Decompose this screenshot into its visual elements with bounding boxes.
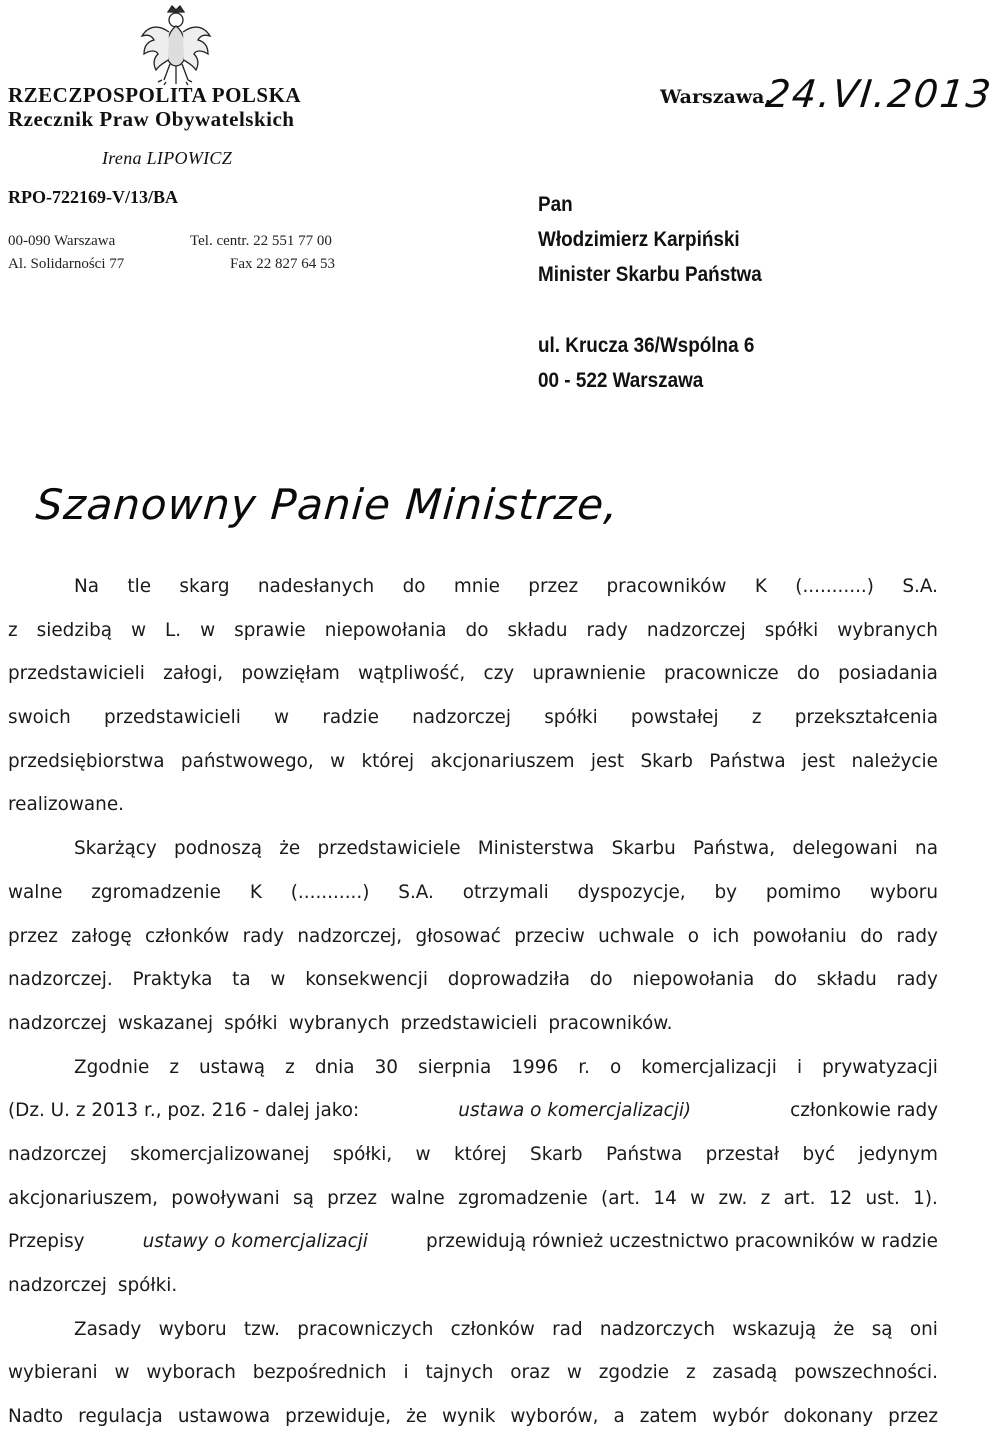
body-word: z [285,1056,295,1078]
body-line [8,1046,938,1090]
body-word: walne [390,1187,445,1209]
recipient-position: Minister Skarbu Państwa [538,263,762,286]
body-word: czy [483,663,515,685]
body-word: (art. [601,1187,641,1209]
body-word: spółki, [332,1143,393,1165]
recipient-street: ul. Krucza 36/Wspólna 6 [538,334,755,357]
body-word: mnie [453,576,500,597]
body-word: wyborów, [510,1406,599,1428]
body-word: Zgodnie [74,1056,150,1078]
body-word: nadzorczych [599,1318,715,1340]
body-word: nadzorczej [646,619,746,641]
body-word: są [293,1187,314,1209]
body-word: Państwa [709,750,786,772]
body-word: walne [8,881,63,903]
body-word: Ministerstwa [477,838,595,860]
body-word: rad [552,1318,583,1340]
body-word: zasadą [712,1362,778,1384]
body-word: przez [888,1406,938,1428]
body-word: zgromadzenie [458,1187,588,1209]
body-word: a [613,1406,625,1428]
body-word: rady [896,925,938,947]
body-word: Nadto [8,1406,64,1428]
body-word: w [270,969,286,991]
body-word: wybranych [288,1012,390,1034]
body-word: komercjalizacji [641,1056,777,1078]
statute-short-name: ustawa o komercjalizacji) [458,1100,692,1122]
body-word: z [686,1362,696,1384]
phone-number: Tel. centr. 22 551 77 00 [190,233,332,249]
body-word: rady [242,925,284,947]
recipient-name: Włodzimierz Karpiński [538,228,740,251]
body-line [8,1002,938,1046]
body-word: tle [127,576,152,597]
body-word: delegowani [792,838,898,860]
body-word: dokonany [783,1406,874,1428]
body-word: w [114,1362,130,1384]
body-word: że [833,1318,855,1340]
body-word: przeciw [514,925,585,947]
body-word: wyboru [158,1318,227,1340]
recipient-title: Pan [538,193,573,216]
body-word: przewiduje, [285,1406,392,1428]
body-word: K [249,881,262,903]
body-word: wyborach [146,1362,236,1384]
body-word: z [760,1187,771,1209]
body-word: 1). [913,1187,938,1209]
body-word: nadzorczej [8,1275,107,1296]
body-word: powstałej [630,707,719,729]
body-word: w [200,619,216,641]
body-line [8,1395,938,1439]
body-word: przedstawicieli [8,663,145,685]
body-word: na [915,838,938,860]
body-word: sierpnia [418,1056,492,1078]
body-word: do [774,969,797,991]
body-word: załogę [71,925,132,947]
body-word: ust. [865,1187,900,1209]
reference-number: RPO-722169-V/13/BA [8,187,178,207]
body-word: w [415,1143,431,1165]
body-word: skarg [179,576,230,597]
body-word: nadesłanych [257,576,375,597]
body-word: ta [232,969,251,991]
body-line [8,1308,938,1352]
body-line [8,871,938,915]
body-line [8,1133,938,1177]
body-word: (...........) [290,881,370,903]
body-word: Przepisy [8,1231,85,1253]
body-word: do [796,663,820,685]
body-word: wątpliwość, [358,663,466,685]
body-word: uprawnienie [532,663,646,685]
body-word: Praktyka [132,969,213,991]
body-word: z [8,619,18,641]
body-line [8,696,938,740]
body-word: o [609,1056,622,1078]
body-word: Skarb [530,1143,583,1165]
body-word: uchwale [598,925,675,947]
recipient-city: 00 - 522 Warszawa [538,369,704,392]
body-word: spółki. [117,1275,178,1296]
body-word: prywatyzacji [822,1056,938,1078]
body-word: art. [783,1187,816,1209]
body-word: wybierani [8,1362,98,1384]
body-word: przedstawicieli [400,1012,538,1034]
body-word: w [690,1187,706,1209]
statute-short-name: ustawy o komercjalizacji [142,1231,368,1253]
body-word: do [589,969,613,991]
body-word: Skarżący [74,838,157,860]
body-line [8,1177,938,1221]
body-line [8,915,938,959]
body-word: ich [712,925,740,947]
body-word: wynik [442,1406,496,1428]
body-word: wyboru [869,881,938,903]
body-word: L. [165,619,182,641]
body-word: nadzorczej [8,1012,107,1034]
body-word: podnoszą [174,838,263,860]
body-word: regulacja [78,1406,163,1428]
body-word: wskazanej [117,1012,214,1034]
body-word: spółki [764,619,819,641]
body-word: 1996 [511,1056,559,1078]
body-word: zatem [639,1406,698,1428]
body-word: do [402,576,426,597]
body-word: z [751,707,762,729]
body-word: przedstawiciele [317,838,461,860]
letter-body [8,565,938,1439]
body-word: (...........) [795,576,874,597]
body-word: pracownicze [663,663,779,685]
body-word: przez [8,925,58,947]
body-word: ustawą [199,1056,266,1078]
body-line [8,1264,938,1308]
body-word: składu [816,969,877,991]
body-words: (Dz. U. z 2013 r., poz. 216 - dalej jako: [8,1100,360,1122]
body-word: konsekwencji [305,969,428,991]
body-word: siedzibą [36,619,113,641]
body-word: przedstawicieli [103,707,241,729]
body-word: której [361,750,415,772]
body-word: powołaniu [752,925,847,947]
body-line [8,740,938,784]
body-word: w [566,1362,582,1384]
body-word: w [131,619,147,641]
body-word: głosować [415,925,501,947]
body-word: wskazują [732,1318,817,1340]
body-word: o [687,925,699,947]
body-words: przewidują również uczestnictwo pracowników w radzie [426,1231,938,1253]
body-word: oraz [510,1362,550,1384]
body-word: w [274,707,290,729]
body-word: której [453,1143,507,1165]
body-word: oni [909,1318,938,1340]
body-word: Skarb [640,750,693,772]
body-word: pomimo [765,881,842,903]
body-word: 14 [653,1187,677,1209]
body-word: pracowniczych [297,1318,434,1340]
body-word: K [754,576,767,597]
body-word: pracowników. [548,1012,673,1034]
body-word: należycie [851,750,938,772]
body-word: powoływani [171,1187,280,1209]
body-word: nadzorczej. [8,969,113,991]
body-word: dyspozycje, [577,881,686,903]
body-word: jest [590,750,625,772]
body-word: składu [507,619,568,641]
body-line [8,827,938,871]
institution-name: RZECZPOSPOLITA POLSKA [8,83,302,107]
body-word: niepowołania [632,969,755,991]
body-word: przestał [705,1143,780,1165]
body-words: członkowie rady [790,1100,938,1122]
body-word: otrzymali [462,881,549,903]
body-word: dnia [314,1056,355,1078]
body-word: i [403,1362,409,1384]
body-word: przedsiębiorstwa [8,750,165,772]
handwritten-salutation: Szanowny Panie Ministrze, [34,480,621,529]
body-word: zw. [718,1187,748,1209]
body-word: do [860,925,884,947]
body-word: są [871,1318,893,1340]
body-word: i [796,1056,803,1078]
body-word: być [802,1143,836,1165]
body-line [8,1351,938,1395]
body-word: Państwa [605,1143,683,1165]
body-word: spółki [544,707,598,729]
body-word: wybranych [837,619,938,641]
body-word: powszechności. [794,1362,938,1384]
body-word: Na [74,576,100,597]
body-word: że [279,838,301,860]
body-word: swoich [8,707,71,729]
body-word: realizowane. [8,794,124,816]
body-word: akcjonariuszem [430,750,575,772]
body-word: do [465,619,489,641]
dateline-place: Warszawa, [660,86,772,108]
body-line [8,609,938,653]
body-word: zgodzie [598,1362,670,1384]
body-word: państwowego, [180,750,314,772]
body-word: członków [450,1318,535,1340]
body-word: przez [327,1187,378,1209]
body-word: że [406,1406,428,1428]
body-line [8,783,938,827]
body-word: Państwa, [692,838,776,860]
body-word: członków [145,925,230,947]
body-word: nadzorczej, [297,925,403,947]
body-word: ustawowa [177,1406,271,1428]
body-word: tzw. [243,1318,280,1340]
body-word: rady [586,619,628,641]
fax-number: Fax 22 827 64 53 [230,256,335,272]
address-line-1: 00-090 Warszawa [8,233,116,249]
body-word: doprowadziła [447,969,570,991]
body-word: tajnych [425,1362,494,1384]
body-word: rady [896,969,938,991]
institution-subtitle: Rzecznik Praw Obywatelskich [8,107,295,131]
body-word: przekształcenia [794,707,938,729]
body-word: nadzorczej [8,1143,107,1165]
body-line [8,958,938,1002]
body-word: nadzorczej [412,707,511,729]
body-word: by [714,881,738,903]
ombudsman-name: Irena LIPOWICZ [102,148,233,168]
body-line [8,652,938,696]
body-word: jest [801,750,836,772]
body-word: 12 [828,1187,853,1209]
body-word: zgromadzenie [91,881,221,903]
body-word: radzie [322,707,379,729]
body-word: r. [578,1056,590,1078]
body-word: w [330,750,346,772]
body-word: wybór [712,1406,769,1428]
body-word: przez [528,576,579,597]
body-word: akcjonariuszem, [8,1187,158,1209]
body-word: S.A. [902,576,938,597]
body-word: z [169,1056,179,1078]
body-word: pracowników [606,576,727,597]
body-word: załogi, [163,663,224,685]
body-line [8,1220,938,1264]
eagle-emblem-icon [138,2,214,86]
address-line-2: Al. Solidarności 77 [8,256,125,272]
body-word: sprawie [234,619,306,641]
body-word: posiadania [838,663,938,685]
body-word: jedynym [858,1143,938,1165]
body-word: spółki [224,1012,278,1034]
body-word: powzięłam [241,663,340,685]
body-word: Skarbu [611,838,676,860]
body-word: skomercjalizowanej [130,1143,310,1165]
body-word: 30 [374,1056,398,1078]
body-line [8,1089,938,1133]
body-word: niepowołania [324,619,447,641]
body-word: S.A. [398,881,434,903]
dateline-date: 24.VI.2013 [763,72,995,116]
body-word: bezpośrednich [252,1362,387,1384]
body-word: Zasady [74,1318,142,1340]
body-line [8,565,938,609]
